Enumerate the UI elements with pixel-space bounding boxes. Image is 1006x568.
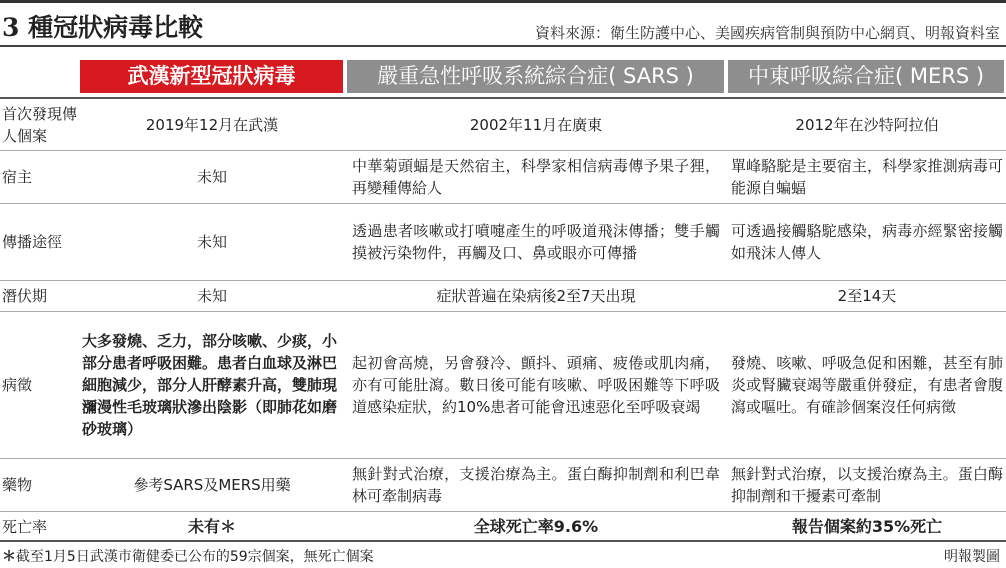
cell-wuhan: 未有＊ [187,516,236,536]
row-label: 死亡率 [2,517,48,536]
row-label: 宿主 [2,168,33,186]
row-label: 病徵 [2,376,33,394]
cell-sars: 起初會高燒，另會發冷、顫抖、頭痛、疲倦或肌肉痛，亦有可能肚瀉。數日後可能有咳嗽、呼吸困難等下呼吸道感染症狀，約10%患者可能會迅速惡化至呼吸衰竭 [352,354,720,416]
cell-sars: 症狀普遍在染病後2至7天出現 [436,287,636,305]
cell-mers: 可透過接觸駱駝感染，病毒亦經緊密接觸如飛沫人傳人 [731,222,1003,262]
row-label: 傳播途徑 [2,233,63,251]
cell-wuhan: 未知 [196,287,227,305]
cell-wuhan: 參考SARS及MERS用藥 [133,476,291,494]
footnote-text: 截至1月5日武漢市衛健委已公布的59宗個案，無死亡個案 [16,549,374,565]
page-title: 3 種冠狀病毒比較 [2,13,204,42]
column-header-sars: 嚴重急性呼吸系統綜合症( SARS ) [347,60,724,93]
table-row-death-rate [0,511,1006,541]
cell-sars: 中華菊頭蝠是天然宿主，科學家相信病毒傳予果子狸，再變種傳給人 [352,157,720,197]
cell-mers: 2至14天 [837,287,897,305]
cell-sars: 透過患者咳嗽或打噴嚏產生的呼吸道飛沫傳播；雙手觸摸被污染物件，再觸及口、鼻或眼亦可傳播 [352,222,720,262]
source-credit: 資料來源：衛生防護中心、美國疾病管制與預防中心網頁、明報資料室 [534,24,1000,42]
graphic-credit: 明報製圖 [944,549,1000,565]
table-row-first-case [0,97,1006,151]
cell-mers: 報告個案約35%死亡 [791,516,943,536]
cell-wuhan: 大多發燒、乏力，部分咳嗽、少痰，小部分患者呼吸困難。患者白血球及淋巴細胞減少，部分人肝酵素升高，雙肺現瀰漫性毛玻璃狀滲出陰影（即肺花如磨砂玻璃） [82,332,338,438]
row-label: 藥物 [2,476,33,494]
table-row-incubation [0,280,1006,311]
cell-mers: 發燒、咳嗽、呼吸急促和困難，甚至有肺炎或腎臟衰竭等嚴重併發症，有患者會腹瀉或嘔吐。有確診個案沒任何病徵 [731,354,1003,416]
cell-sars: 無針對式治療，支援治療為主。蛋白酶抑制劑和利巴韋林可牽制病毒 [352,465,720,505]
cell-wuhan: 2019年12月在武漢 [145,116,279,134]
top-rule [0,0,1006,3]
table-row-host [0,150,1006,203]
row-label: 首次發現傳人個案 [2,105,78,145]
cell-sars: 全球死亡率9.6% [473,516,599,536]
cell-mers: 單峰駱駝是主要宿主，科學家推測病毒可能源自蝙蝠 [731,157,1003,197]
cell-mers: 2012年在沙特阿拉伯 [795,116,939,134]
cell-wuhan: 未知 [196,168,227,186]
footnote [2,546,374,566]
footnote-mark: ＊ [2,549,16,565]
column-header-mers: 中東呼吸綜合症( MERS ) [728,60,1004,93]
cell-wuhan: 未知 [196,233,227,251]
cell-sars: 2002年11月在廣東 [469,116,603,134]
title-rule [0,45,1006,47]
cell-mers: 無針對式治療，以支援治療為主。蛋白酶抑制劑和干擾素可牽制 [731,465,1003,505]
table-row-transmission [0,203,1006,280]
table-row-medicine [0,458,1006,511]
table-row-symptoms [0,311,1006,458]
bottom-rule [0,540,1006,542]
column-header-wuhan: 武漢新型冠狀病毒 [80,60,343,93]
row-label: 潛伏期 [2,287,48,305]
